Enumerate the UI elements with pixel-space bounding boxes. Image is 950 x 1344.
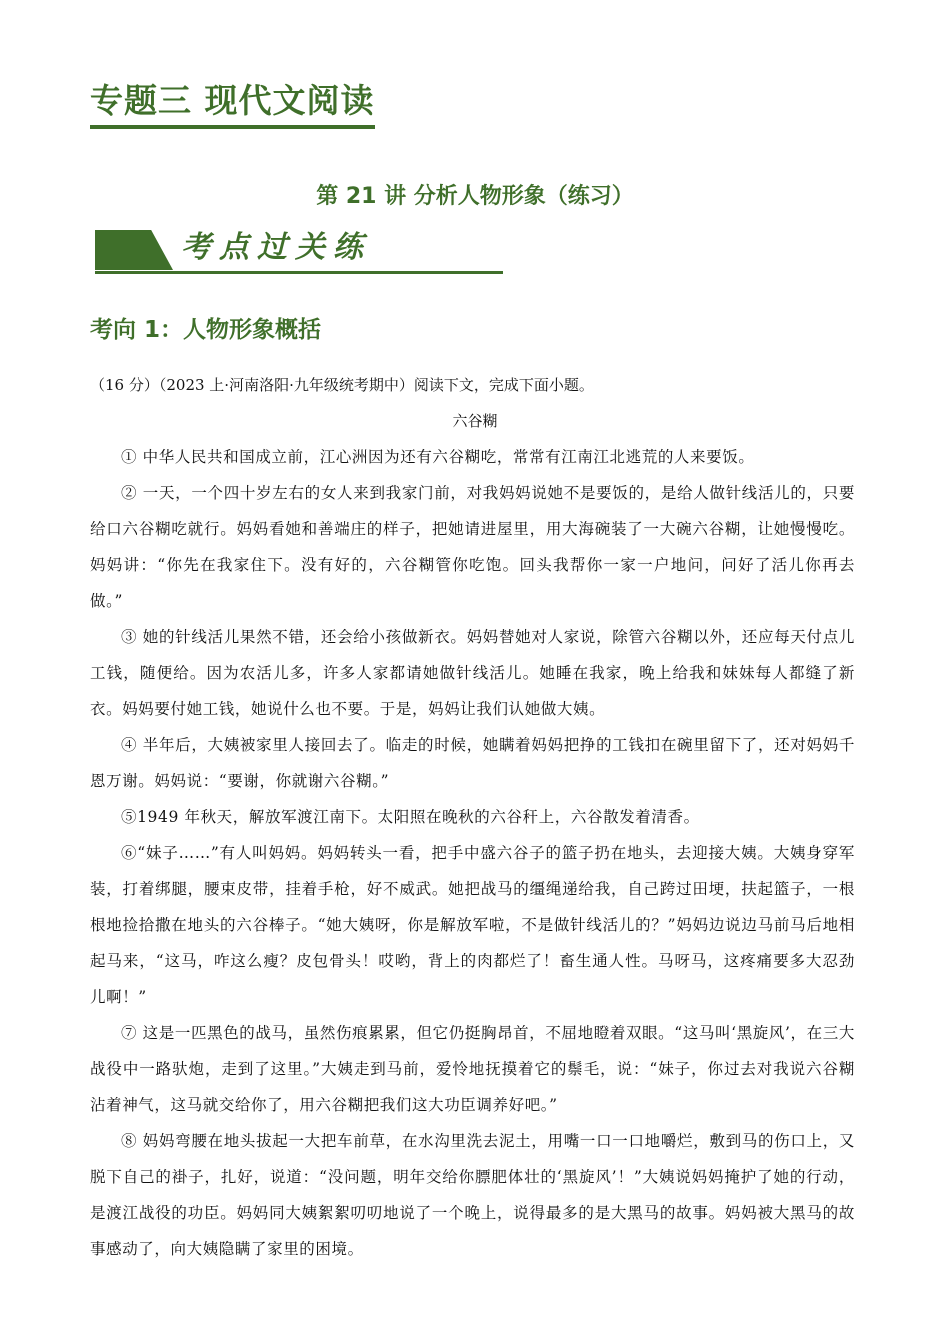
banner-text: 考点过关练 xyxy=(181,230,371,265)
passage-body xyxy=(90,439,855,1267)
passage-paragraph-7: ⑦ 这是一匹黑色的战马，虽然伤痕累累，但它仍挺胸昂首，不屈地瞪着双眼。“这马叫‘黑旋风’，在三大战役中一路驮炮，走到了这里。”大姨走到马前，爱怜地抚摸着它的鬃毛，说：“妹子，你过去对我说六谷糊沾着神气，这马就交给你了，用六谷糊把我们这大功臣调养好吧。” xyxy=(90,1024,855,1114)
passage-paragraph-6: ⑥“妹子……”有人叫妈妈。妈妈转头一看，把手中盛六谷子的篮子扔在地头，去迎接大姨。大姨身穿军装，打着绑腿，腰束皮带，挂着手枪，好不威武。她把战马的缰绳递给我，自己跨过田埂，扶起篮子，一根根地捡拾撒在地头的六谷棒子。“她大姨呀，你是解放军啦，不是做针线活儿的？”妈妈边说边马前马后地相起马来，“这马，咋这么瘦？皮包骨头！哎哟，背上的肉都烂了！畜生通人性。马呀马，这疼痛要多大忍劲儿啊！” xyxy=(90,844,855,1006)
passage-title: 六谷糊 xyxy=(452,412,498,430)
passage-paragraph-4: ④ 半年后，大姨被家里人接回去了。临走的时候，她瞒着妈妈把挣的工钱扣在碗里留下了，还对妈妈千恩万谢。妈妈说：“要谢，你就谢六谷糊。” xyxy=(90,736,855,790)
passage-paragraph-3: ③ 她的针线活儿果然不错，还会给小孩做新衣。妈妈替她对人家说，除管六谷糊以外，还应每天付点儿工钱，随便给。因为农活儿多，许多人家都请她做针线活儿。她睡在我家，晚上给我和妹妹每人都缝了新衣。妈妈要付她工钱，她说什么也不要。于是，妈妈让我们认她做大姨。 xyxy=(90,628,855,718)
lecture-title: 第 21 讲 分析人物形象（练习） xyxy=(316,184,634,209)
section-banner xyxy=(95,226,505,276)
passage-paragraph-5: ⑤1949 年秋天，解放军渡江南下。太阳照在晚秋的六谷秆上，六谷散发着清香。 xyxy=(121,808,700,826)
page-title: 专题三 现代文阅读 xyxy=(90,78,375,129)
banner-block-shape xyxy=(95,230,173,270)
banner-underline xyxy=(95,271,503,274)
section-title: 考向 1：人物形象概括 xyxy=(90,317,322,343)
question-intro: （16 分）（2023 上·河南洛阳·九年级统考期中）阅读下文，完成下面小题。 xyxy=(90,376,594,394)
passage-paragraph-1: ① 中华人民共和国成立前，江心洲因为还有六谷糊吃，常常有江南江北逃荒的人来要饭。 xyxy=(121,448,755,466)
passage-paragraph-2: ② 一天，一个四十岁左右的女人来到我家门前，对我妈妈说她不是要饭的，是给人做针线活儿的，只要给口六谷糊吃就行。妈妈看她和善端庄的样子，把她请进屋里，用大海碗装了一大碗六谷糊，让她慢慢吃。妈妈讲：“你先在我家住下。没有好的，六谷糊管你吃饱。回头我帮你一家一户地问，问好了活儿你再去做。” xyxy=(90,484,855,610)
passage-paragraph-8: ⑧ 妈妈弯腰在地头拔起一大把车前草，在水沟里洗去泥土，用嘴一口一口地嚼烂，敷到马的伤口上，又脱下自己的褂子，扎好，说道：“没问题，明年交给你膘肥体壮的‘黑旋风’！”大姨说妈妈掩护了她的行动，是渡江战役的功臣。妈妈同大姨絮絮叨叨地说了一个晚上，说得最多的是大黑马的故事。妈妈被大黑马的故事感动了，向大姨隐瞒了家里的困境。 xyxy=(90,1132,855,1258)
